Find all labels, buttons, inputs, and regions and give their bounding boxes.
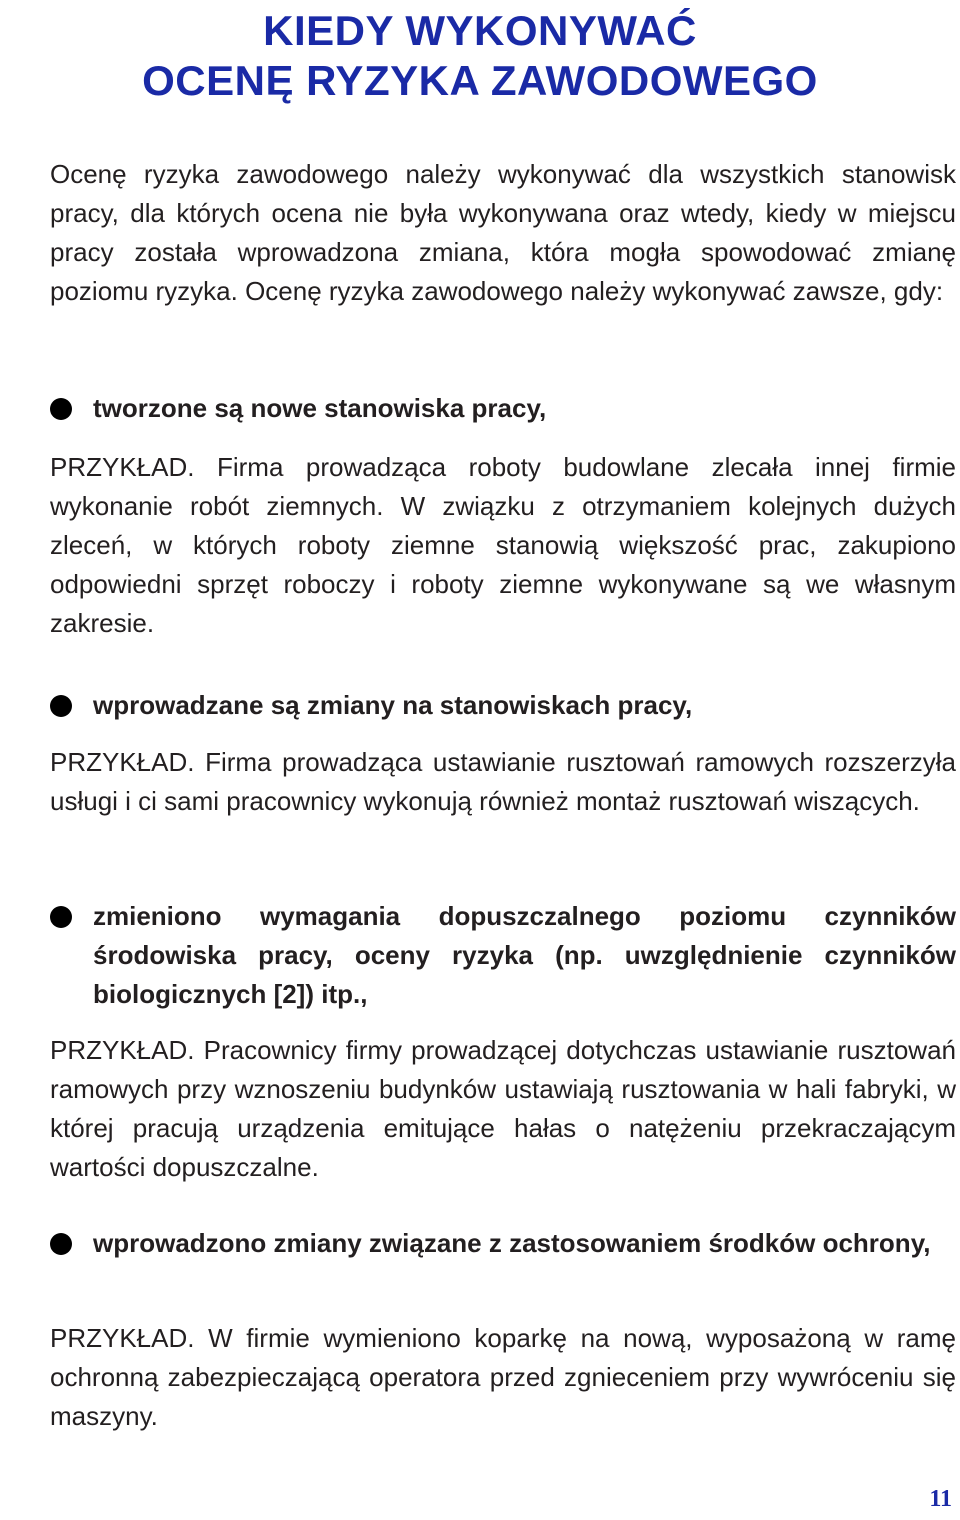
example-paragraph: PRZYKŁAD. Firma prowadząca roboty budowlane zlecała innej firmie wykonanie robót ziemnych. W związku z otrzymaniem kolejnych dużych zleceń, w których roboty ziemne stanowią większość prac, zakupiono odpowiedni sprzęt roboczy i roboty ziemne wykonywane są we własnym zakresie. — [50, 452, 956, 638]
bullet-item — [50, 897, 956, 1014]
bullet-dot-icon — [50, 1233, 72, 1255]
example-paragraph: PRZYKŁAD. W firmie wymieniono koparkę na nową, wyposażoną w ramę ochronną zabezpieczającą operatora przed zgnieceniem przy wywróceniu się maszyny. — [50, 1323, 956, 1431]
title-line-1: KIEDY WYKONYWAĆ — [263, 7, 697, 54]
title-line-2: OCENĘ RYZYKA ZAWODOWEGO — [142, 57, 818, 104]
bullet-heading: zmieniono wymagania dopuszczalnego poziomu czynników środowiska pracy, oceny ryzyka (np. uwzględnienie czynników biologicznych [2]) itp., — [93, 901, 956, 1009]
intro-paragraph: Ocenę ryzyka zawodowego należy wykonywać dla wszystkich stanowisk pracy, dla których ocena nie była wykonywana oraz wtedy, kiedy w miejscu pracy została wprowadzona zmiana, która mogła spowodować zmianę poziomu ryzyka. Ocenę ryzyka zawodowego należy wykonywać zawsze, gdy: — [50, 159, 956, 306]
bullet-item — [50, 389, 956, 428]
bullet-dot-icon — [50, 906, 72, 928]
bullet-dot-icon — [50, 398, 72, 420]
bullet-heading: wprowadzono zmiany związane z zastosowaniem środków ochrony, — [93, 1228, 931, 1258]
bullet-item — [50, 1224, 956, 1263]
example-paragraph: PRZYKŁAD. Pracownicy firmy prowadzącej dotychczas ustawianie rusztowań ramowych przy wznoszeniu budynków ustawiają rusztowania w hali fabryki, w której pracują urządzenia emitujące hałas o natężeniu przekraczającym wartości dopuszczalne. — [50, 1035, 956, 1182]
bullet-dot-icon — [50, 695, 72, 717]
bullet-heading: wprowadzane są zmiany na stanowiskach pracy, — [93, 690, 693, 720]
bullet-heading: tworzone są nowe stanowiska pracy, — [93, 393, 547, 423]
page-title — [0, 6, 960, 106]
bullet-item — [50, 686, 956, 725]
example-paragraph: PRZYKŁAD. Firma prowadząca ustawianie rusztowań ramowych rozszerzyła usługi i ci sami pracownicy wykonują również montaż rusztowań wiszących. — [50, 747, 956, 816]
page-number: 11 — [929, 1486, 952, 1512]
